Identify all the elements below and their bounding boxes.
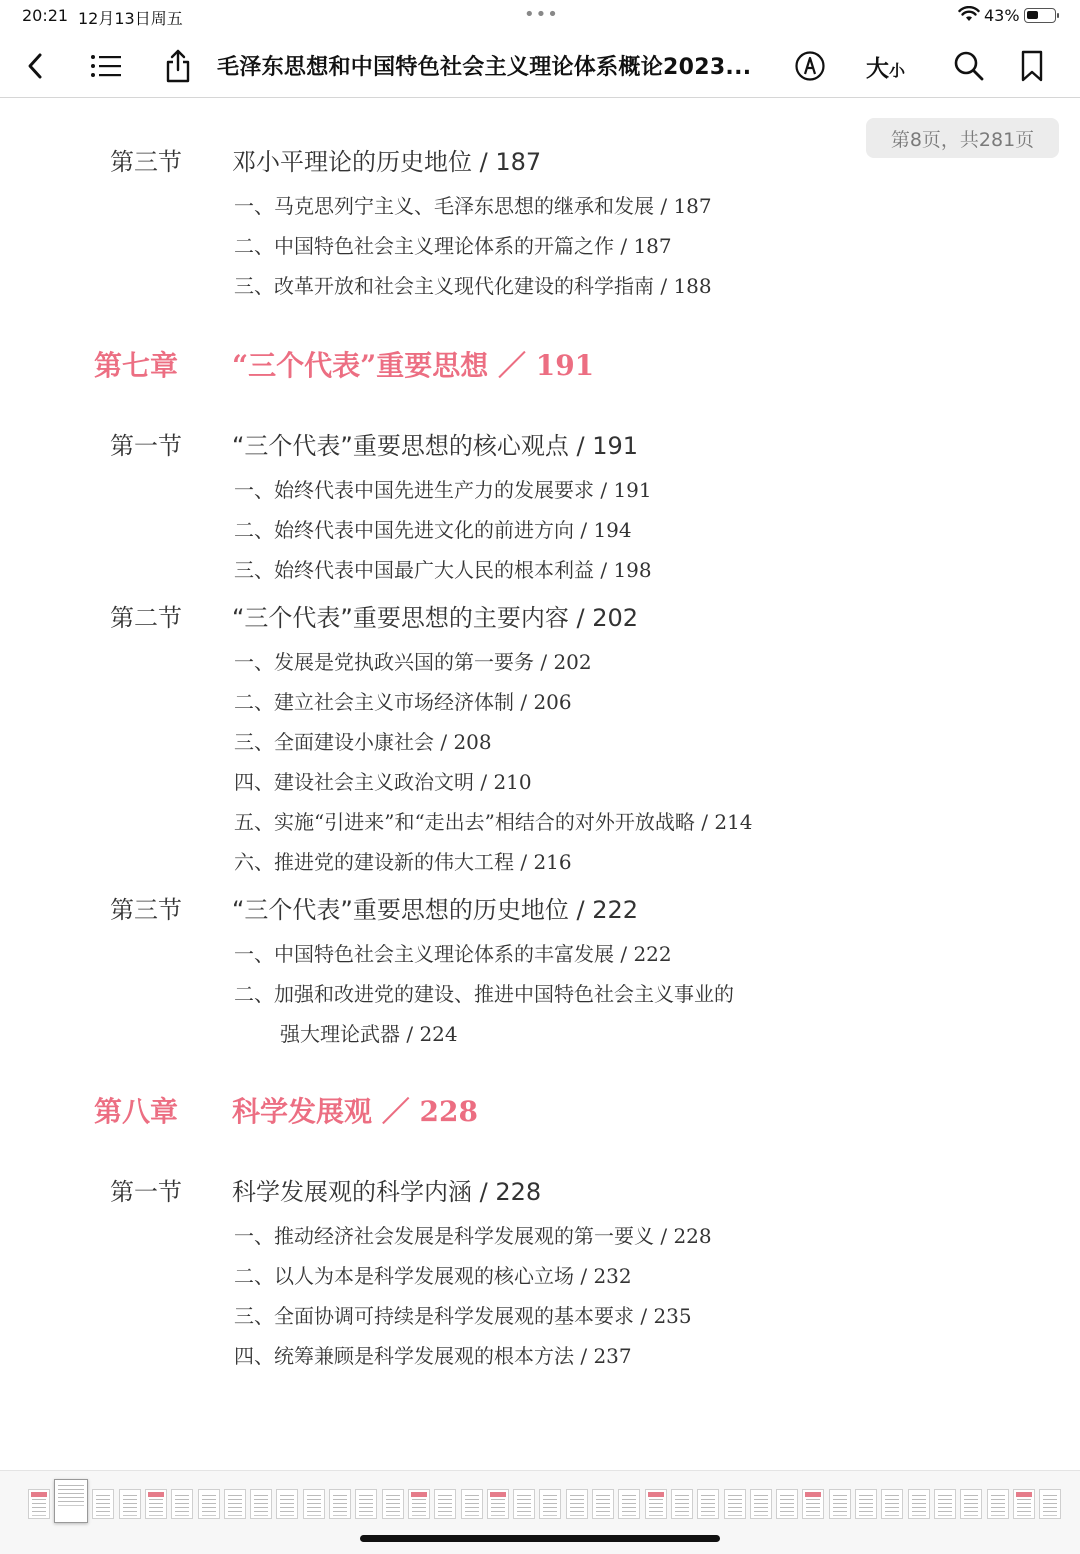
page-thumbnail[interactable]	[645, 1489, 667, 1519]
toc-item[interactable]: 四、建设社会主义政治文明 / 210	[234, 770, 532, 794]
page-thumbnail[interactable]	[355, 1489, 377, 1519]
status-bar	[0, 0, 1080, 32]
wifi-icon	[958, 6, 980, 22]
toc-list-button[interactable]	[86, 46, 126, 86]
page-thumbnail[interactable]	[987, 1489, 1009, 1519]
page-thumbnail[interactable]	[592, 1489, 614, 1519]
toc-item[interactable]: 五、实施“引进来”和“走出去”相结合的对外开放战略 / 214	[234, 810, 753, 834]
toc-item[interactable]: 二、始终代表中国先进文化的前进方向 / 194	[234, 518, 632, 542]
markup-icon	[794, 50, 826, 82]
page-thumbnail[interactable]	[434, 1489, 456, 1519]
page-indicator: 第8页，共281页	[866, 118, 1059, 158]
search-button[interactable]	[949, 46, 989, 86]
page-thumbnail[interactable]	[697, 1489, 719, 1519]
status-date: 12月13日周五	[78, 9, 183, 28]
page-thumbnail[interactable]	[671, 1489, 693, 1519]
search-icon	[953, 50, 985, 82]
page-thumbnail[interactable]	[92, 1489, 114, 1519]
page-thumbnail[interactable]	[881, 1489, 903, 1519]
toc-item[interactable]: 一、中国特色社会主义理论体系的丰富发展 / 222	[234, 942, 672, 966]
toc-item[interactable]: 三、始终代表中国最广大人民的根本利益 / 198	[234, 558, 652, 582]
share-icon	[164, 49, 192, 83]
page-thumbnail[interactable]	[303, 1489, 325, 1519]
toc-item[interactable]: 一、始终代表中国先进生产力的发展要求 / 191	[234, 478, 652, 502]
chapter-label: 第七章	[94, 349, 179, 382]
battery-tip	[1057, 13, 1059, 18]
page-thumbnail[interactable]	[1013, 1489, 1035, 1519]
status-time: 20:21	[22, 6, 69, 25]
back-icon	[24, 52, 48, 80]
document-title: 毛泽东思想和中国特色社会主义理论体系概论2023...	[217, 55, 752, 80]
toc-page	[0, 98, 1080, 1466]
section-label: 第三节	[110, 896, 182, 924]
text-size-button[interactable]	[866, 50, 905, 83]
section-label: 第一节	[110, 1178, 182, 1206]
page-thumbnail[interactable]	[855, 1489, 877, 1519]
section-title[interactable]: “三个代表”重要思想的核心观点 / 191	[232, 432, 639, 460]
battery-percent: 43%	[984, 6, 1020, 25]
section-title[interactable]: “三个代表”重要思想的主要内容 / 202	[232, 604, 639, 632]
page-thumbnail[interactable]	[408, 1489, 430, 1519]
page-thumbnail[interactable]	[329, 1489, 351, 1519]
page-thumbnail[interactable]	[539, 1489, 561, 1519]
toc-item-continuation[interactable]: 强大理论武器 / 224	[280, 1022, 458, 1046]
page-thumbnail[interactable]	[119, 1489, 141, 1519]
page-thumbnail[interactable]	[829, 1489, 851, 1519]
page-thumbnail[interactable]	[802, 1489, 824, 1519]
reader-toolbar	[0, 32, 1080, 98]
battery-icon	[1024, 8, 1056, 23]
page-thumbnail[interactable]	[250, 1489, 272, 1519]
section-label: 第二节	[110, 604, 182, 632]
section-title[interactable]: 邓小平理论的历史地位 / 187	[232, 148, 542, 176]
page-thumbnail[interactable]	[566, 1489, 588, 1519]
page-thumbnail[interactable]	[224, 1489, 246, 1519]
page-thumbnail[interactable]	[1039, 1489, 1061, 1519]
page-thumbnail[interactable]	[960, 1489, 982, 1519]
page-thumbnail[interactable]	[908, 1489, 930, 1519]
page-thumbnail[interactable]	[28, 1489, 50, 1519]
chapter-label: 第八章	[94, 1095, 179, 1128]
toc-item[interactable]: 三、全面协调可持续是科学发展观的基本要求 / 235	[234, 1304, 692, 1328]
section-title[interactable]: 科学发展观的科学内涵 / 228	[232, 1178, 542, 1206]
toc-item[interactable]: 三、全面建设小康社会 / 208	[234, 730, 492, 754]
section-label: 第三节	[110, 148, 182, 176]
home-indicator[interactable]	[360, 1535, 720, 1542]
toc-item[interactable]: 四、统筹兼顾是科学发展观的根本方法 / 237	[234, 1344, 632, 1368]
chapter-title[interactable]: 科学发展观 ／ 228	[232, 1095, 478, 1128]
bookmark-icon	[1020, 50, 1044, 82]
current-page-thumbnail[interactable]	[54, 1479, 88, 1523]
page-thumbnail[interactable]	[461, 1489, 483, 1519]
page-thumbnail[interactable]	[776, 1489, 798, 1519]
section-label: 第一节	[110, 432, 182, 460]
multitasking-dots[interactable]: •••	[524, 4, 559, 25]
page-thumbnail[interactable]	[750, 1489, 772, 1519]
page-thumbnail[interactable]	[487, 1489, 509, 1519]
page-thumbnail[interactable]	[382, 1489, 404, 1519]
text-size-small-label: 小	[889, 61, 906, 80]
toc-item[interactable]: 二、中国特色社会主义理论体系的开篇之作 / 187	[234, 234, 672, 258]
share-button[interactable]	[158, 46, 198, 86]
page-thumbnail[interactable]	[276, 1489, 298, 1519]
page-thumbnail[interactable]	[724, 1489, 746, 1519]
page-thumbnail[interactable]	[618, 1489, 640, 1519]
battery-level	[1027, 11, 1038, 19]
toc-item[interactable]: 六、推进党的建设新的伟大工程 / 216	[234, 850, 572, 874]
page-thumbnail[interactable]	[513, 1489, 535, 1519]
back-button[interactable]	[16, 46, 56, 86]
toc-item[interactable]: 二、加强和改进党的建设、推进中国特色社会主义事业的	[234, 982, 734, 1006]
page-thumbnail[interactable]	[198, 1489, 220, 1519]
page-thumbnail[interactable]	[934, 1489, 956, 1519]
chapter-title[interactable]: “三个代表”重要思想 ／ 191	[232, 349, 595, 382]
list-icon	[90, 53, 122, 79]
toc-item[interactable]: 二、以人为本是科学发展观的核心立场 / 232	[234, 1264, 632, 1288]
text-size-big-label: 大	[866, 56, 889, 82]
section-title[interactable]: “三个代表”重要思想的历史地位 / 222	[232, 896, 639, 924]
page-thumbnail[interactable]	[145, 1489, 167, 1519]
toc-item[interactable]: 三、改革开放和社会主义现代化建设的科学指南 / 188	[234, 274, 712, 298]
toc-item[interactable]: 一、马克思列宁主义、毛泽东思想的继承和发展 / 187	[234, 194, 712, 218]
page-thumbnail[interactable]	[171, 1489, 193, 1519]
toc-item[interactable]: 一、推动经济社会发展是科学发展观的第一要义 / 228	[234, 1224, 712, 1248]
bookmark-button[interactable]	[1012, 46, 1052, 86]
toc-item[interactable]: 二、建立社会主义市场经济体制 / 206	[234, 690, 572, 714]
toc-item[interactable]: 一、发展是党执政兴国的第一要务 / 202	[234, 650, 592, 674]
markup-button[interactable]	[790, 46, 830, 86]
